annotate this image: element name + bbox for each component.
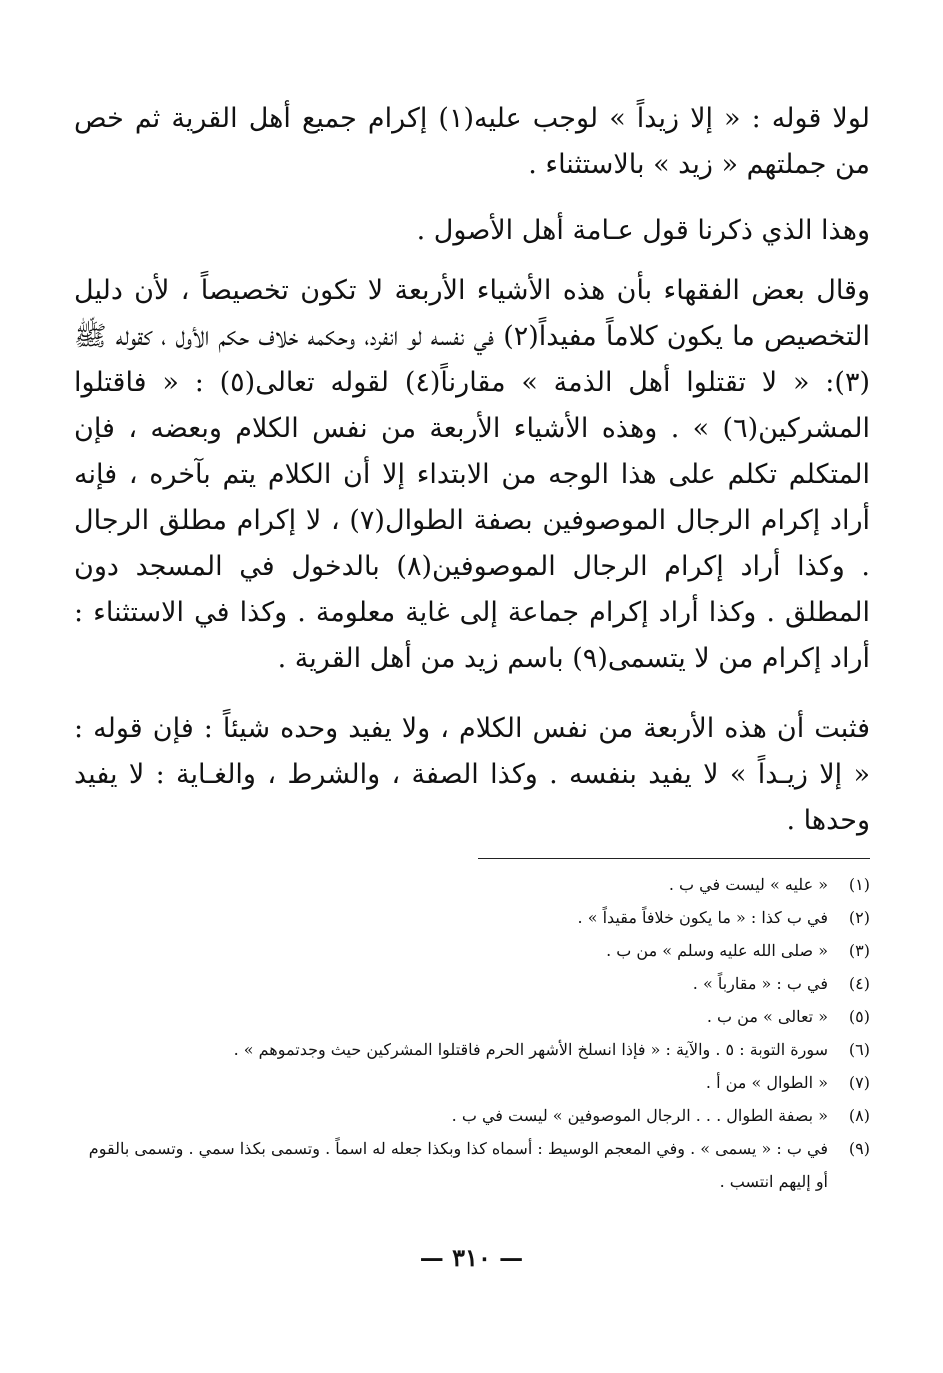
footnote-text: « بصفة الطوال . . . الرجال الموصوفين » ليست في ب .	[451, 1106, 828, 1125]
footnote-number: (٧)	[848, 1073, 870, 1092]
footnote-7	[74, 1066, 870, 1099]
footnote-2	[74, 901, 870, 934]
paragraph-3: وقال بعض الفقهاء بأن هذه الأشياء الأربعة لا تكون تخصيصاً ، لأن دليل التخصيص ما يكون كلاماً مفيداً(٢) في نفسه لو انفرد، وحكمه خلاف حكم الأول ، كقوله ﷺ (٣): « لا تقتلوا أهل الذمة » مقارناً(٤) لقوله تعالى(٥) : « فاقتلوا المشركين(٦) » . وهذه الأشياء الأربعة من نفس الكلام وبعضه ، فإن المتكلم تكلم على هذا الوجه من الابتداء إلا أن الكلام يتم بآخره ، فإنه أراد إكرام الرجال الموصوفين بصفة الطوال(٧) ، لا إكرام مطلق الرجال . وكذا أراد إكرام الرجال الموصوفين(٨) بالدخول في المسجد دون المطلق . وكذا أراد إكرام جماعة إلى غاية معلومة . وكذا في الاستثناء : أراد إكرام من لا يتسمى(٩) باسم زيد من أهل القرية .	[74, 275, 871, 674]
footnote-separator	[478, 858, 870, 859]
footnote-number: (٣)	[848, 941, 870, 960]
footnote-text: « عليه » ليست في ب .	[668, 875, 828, 894]
footnote-text: سورة التوبة : ٥ . والآية : « فإذا انسلخ الأشهر الحرم فاقتلوا المشركين حيث وجدتموهم » .	[233, 1040, 828, 1059]
footnote-text: في ب كذا : « ما يكون خلافاً مقيداً » .	[577, 908, 828, 927]
paragraph-1: لولا قوله : « إلا زيداً » لوجب عليه(١) إكرام جميع أهل القرية ثم خص من جملتهم « زيد » بالاستثناء .	[74, 103, 870, 180]
footnote-number: (١)	[848, 875, 870, 894]
footnote-5	[74, 1000, 870, 1033]
footnote-1	[74, 868, 870, 901]
footnote-number: (٤)	[848, 974, 870, 993]
footnote-text: في ب : « مقارباً » .	[692, 974, 828, 993]
footnote-number: (٩)	[848, 1139, 870, 1158]
footnotes-list	[74, 868, 870, 1198]
footnote-number: (٢)	[848, 908, 870, 927]
footnote-3	[74, 934, 870, 967]
footnote-number: (٥)	[848, 1007, 870, 1026]
page-number: — ٣١٠ —	[419, 1243, 524, 1272]
footnote-9	[74, 1132, 870, 1198]
footnote-number: (٨)	[848, 1106, 870, 1125]
footnote-6	[74, 1033, 870, 1066]
footnote-text: في ب : « يسمى » . وفي المعجم الوسيط : أسماه كذا وبكذا جعله له اسماً . وتسمى بكذا سمي . وتسمى بالقوم أو إليهم انتسب .	[88, 1139, 828, 1191]
footnote-4	[74, 967, 870, 1000]
footnote-text: « صلى الله عليه وسلم » من ب .	[606, 941, 828, 960]
footnote-8	[74, 1099, 870, 1132]
footnote-number: (٦)	[848, 1040, 870, 1059]
footnote-text: « الطوال » من أ .	[705, 1073, 828, 1092]
paragraph-4: فثبت أن هذه الأربعة من نفس الكلام ، ولا يفيد وحده شيئاً : فإن قوله : « إلا زيـداً » لا يفيد بنفسه . وكذا الصفة ، والشرط ، والغـاية : لا يفيد وحدها .	[74, 713, 870, 836]
paragraph-2: وهذا الذي ذكرنا قول عـامة أهل الأصول .	[416, 215, 870, 246]
footnote-text: « تعالى » من ب .	[706, 1007, 828, 1026]
